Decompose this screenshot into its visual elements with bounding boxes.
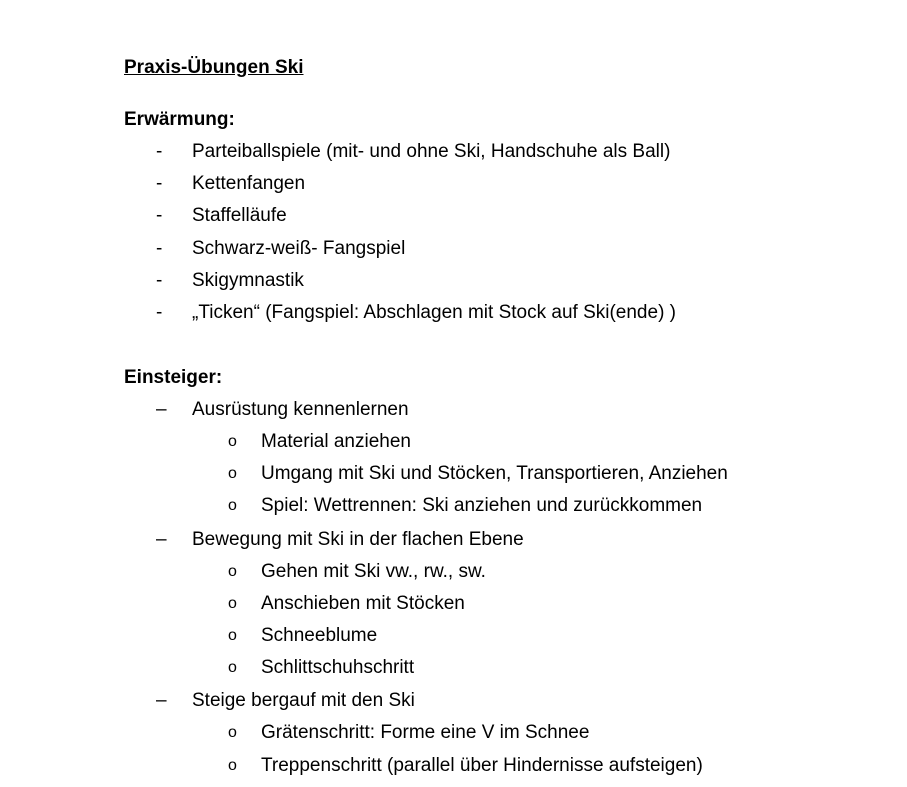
list-item: Ausrüstung kennenlernen — [192, 399, 409, 420]
list-item: Steige bergauf mit den Ski — [192, 690, 415, 711]
sublist-bullet: o — [228, 595, 237, 612]
list-bullet: - — [156, 270, 163, 291]
sublist-item: Spiel: Wettrennen: Ski anziehen und zurückkommen — [261, 495, 703, 516]
section-heading-beginner: Einsteiger: — [124, 367, 223, 388]
document-title: Praxis-Übungen Ski — [124, 57, 304, 78]
list-bullet: – — [156, 399, 167, 420]
sublist-bullet: o — [228, 433, 237, 450]
list-bullet: – — [156, 690, 167, 711]
sublist-item: Grätenschritt: Forme eine V im Schnee — [261, 722, 590, 743]
list-item: Schwarz-weiß- Fangspiel — [192, 238, 406, 259]
list-item: Kettenfangen — [192, 173, 306, 194]
sublist-item: Schlittschuhschritt — [261, 657, 415, 678]
sublist-bullet: o — [228, 563, 237, 580]
sublist-item: Material anziehen — [261, 431, 411, 452]
list-item: Bewegung mit Ski in der flachen Ebene — [192, 529, 524, 550]
sublist-bullet: o — [228, 757, 237, 774]
list-bullet: - — [156, 205, 163, 226]
list-item: Parteiballspiele (mit- und ohne Ski, Handschuhe als Ball) — [192, 141, 671, 162]
sublist-item: Treppenschritt (parallel über Hindernisse aufsteigen) — [261, 755, 703, 776]
sublist-bullet: o — [228, 659, 237, 676]
sublist-item: Umgang mit Ski und Stöcken, Transportieren, Anziehen — [261, 463, 728, 484]
sublist-bullet: o — [228, 627, 237, 644]
section-heading-warmup: Erwärmung: — [124, 109, 235, 130]
sublist-bullet: o — [228, 465, 237, 482]
sublist-item: Schneeblume — [261, 625, 378, 646]
list-item: „Ticken“ (Fangspiel: Abschlagen mit Stock auf Ski(ende) ) — [192, 302, 676, 323]
list-bullet: - — [156, 238, 163, 259]
sublist-item: Gehen mit Ski vw., rw., sw. — [261, 561, 486, 582]
list-item: Skigymnastik — [192, 270, 304, 291]
sublist-bullet: o — [228, 724, 237, 741]
list-bullet: – — [156, 529, 167, 550]
list-bullet: - — [156, 141, 163, 162]
list-item: Staffelläufe — [192, 205, 287, 226]
list-bullet: - — [156, 302, 163, 323]
list-bullet: - — [156, 173, 163, 194]
sublist-bullet: o — [228, 497, 237, 514]
sublist-item: Anschieben mit Stöcken — [261, 593, 465, 614]
